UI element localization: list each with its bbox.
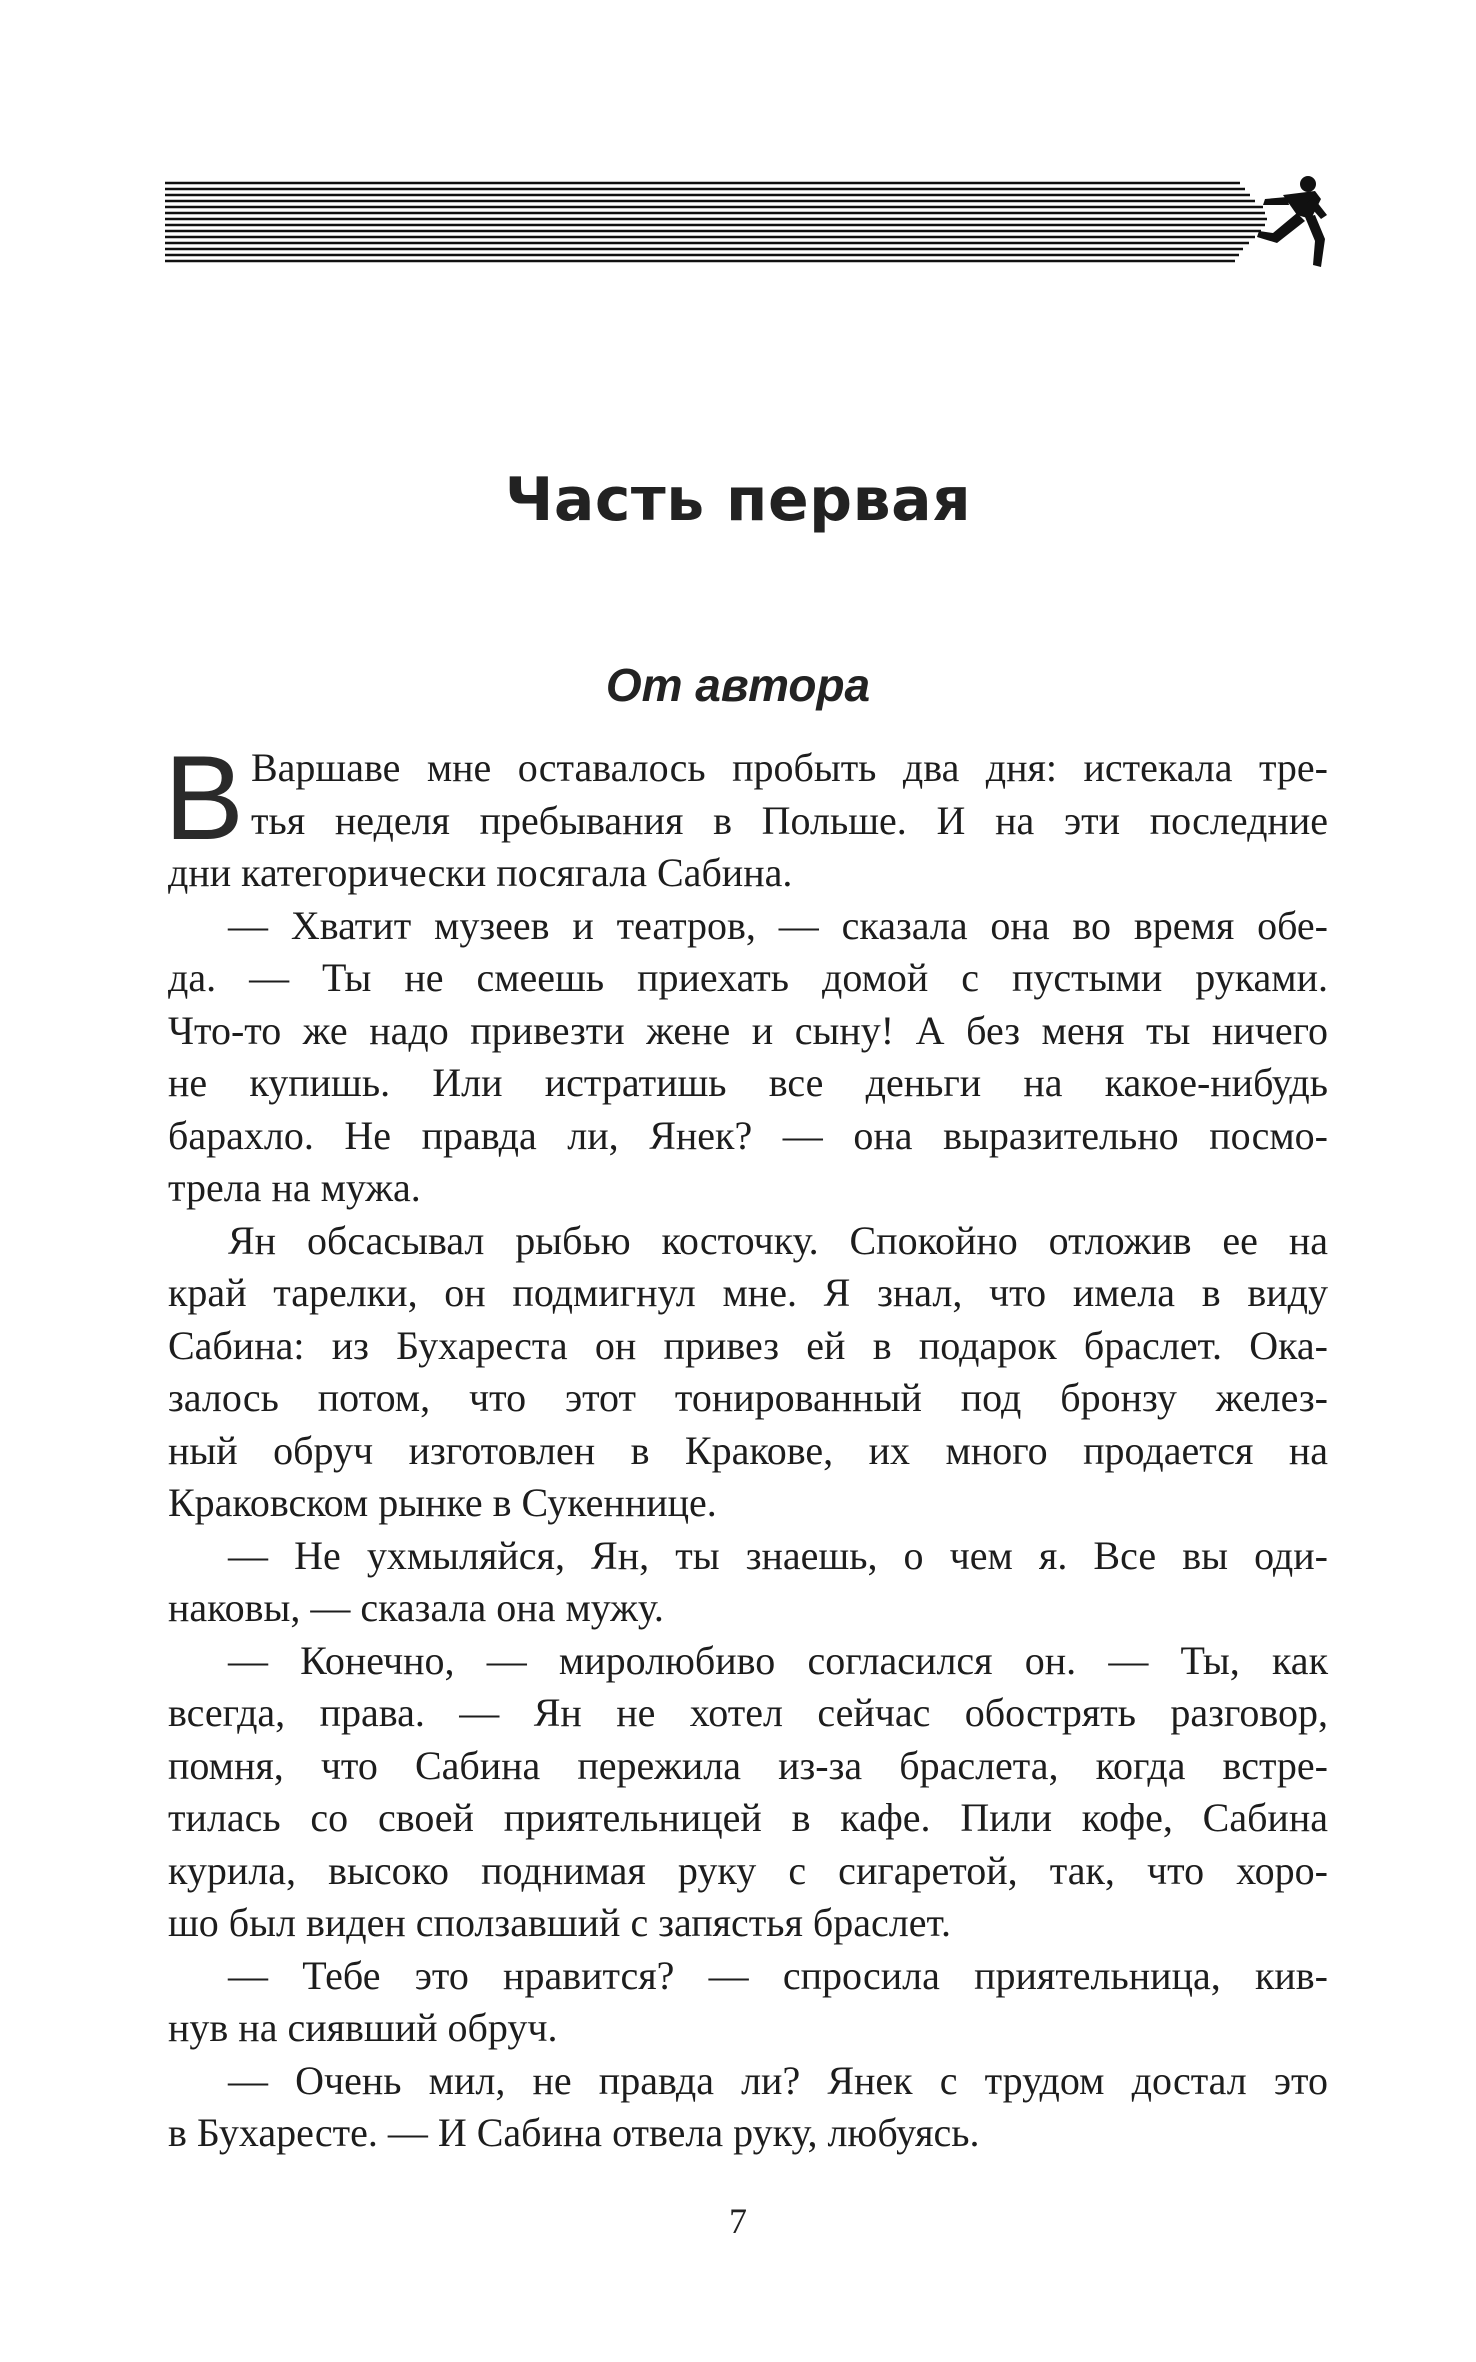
body-text <box>164 731 1328 2160</box>
text-line: край тарелки, он подмигнул мне. Я знал, что имела в виду <box>168 1270 1328 1315</box>
paragraph-6 <box>168 1950 1328 2055</box>
text-line: шо был виден сползавший с запястья браслет. <box>168 1900 951 1945</box>
text-line: трела на мужа. <box>168 1165 421 1210</box>
text-line: дни категорически посягала Сабина. <box>168 850 793 895</box>
text-line: в Бухаресте. — И Сабина отвела руку, любуясь. <box>168 2110 980 2155</box>
text-line: — Очень мил, не правда ли? Янек с трудом достал это <box>228 2057 1328 2103</box>
text-line: ный обруч изготовлен в Кракове, их много продается на <box>168 1427 1328 1473</box>
text-line: нув на сиявший обруч. <box>168 2005 558 2050</box>
part-title: Часть первая <box>504 465 972 535</box>
paragraph-2 <box>168 900 1328 1215</box>
text-line: Что-то же надо привезти жене и сыну! А без меня ты ничего <box>168 1007 1328 1053</box>
text-line: да. — Ты не смеешь приехать домой с пустыми руками. <box>168 955 1328 1000</box>
paragraph-4 <box>168 1530 1328 1635</box>
paragraph-1 <box>164 731 1328 900</box>
text-line: барахло. Не правда ли, Янек? — она выразительно посмо- <box>168 1112 1328 1158</box>
text-line: не купишь. Или истратишь все деньги на какое-нибудь <box>168 1060 1328 1105</box>
text-line: всегда, права. — Ян не хотел сейчас обострять разговор, <box>168 1690 1328 1735</box>
header-ornament <box>165 175 1330 275</box>
text-line: помня, что Сабина пережила из-за браслета, когда встре- <box>168 1742 1328 1788</box>
running-man-icon <box>1257 176 1327 267</box>
text-line: — Хватит музеев и театров, — сказала она во время обе- <box>228 902 1328 948</box>
text-line: залось потом, что этот тонированный под бронзу желез- <box>168 1375 1328 1420</box>
text-line: — Конечно, — миролюбиво согласился он. — Ты, как <box>228 1637 1328 1683</box>
text-line: курила, высоко поднимая руку с сигаретой, так, что хоро- <box>168 1847 1328 1893</box>
text-line: наковы, — сказала она мужу. <box>168 1585 664 1630</box>
text-line: тилась со своей приятельницей в кафе. Пили кофе, Сабина <box>168 1795 1328 1840</box>
text-line: Варшаве мне оставалось пробыть два дня: истекала тре- <box>251 745 1328 790</box>
page-number: 7 <box>729 2201 747 2241</box>
text-line: Ян обсасывал рыбью косточку. Спокойно отложив ее на <box>228 1217 1328 1263</box>
text-line: Краковском рынке в Сукеннице. <box>168 1480 717 1525</box>
text-line: — Не ухмыляйся, Ян, ты знаешь, о чем я. Все вы оди- <box>228 1532 1328 1578</box>
text-line: тья неделя пребывания в Польше. И на эти последние <box>251 797 1328 843</box>
paragraph-3 <box>168 1215 1328 1530</box>
paragraph-7 <box>168 2055 1328 2160</box>
chapter-title: От автора <box>605 659 871 711</box>
paragraph-5 <box>168 1635 1328 1950</box>
drop-cap: В <box>164 731 245 865</box>
text-line: Сабина: из Бухареста он привез ей в подарок браслет. Ока- <box>168 1322 1328 1368</box>
speed-lines <box>165 183 1267 261</box>
text-line: — Тебе это нравится? — спросила приятельница, кив- <box>228 1952 1328 1998</box>
